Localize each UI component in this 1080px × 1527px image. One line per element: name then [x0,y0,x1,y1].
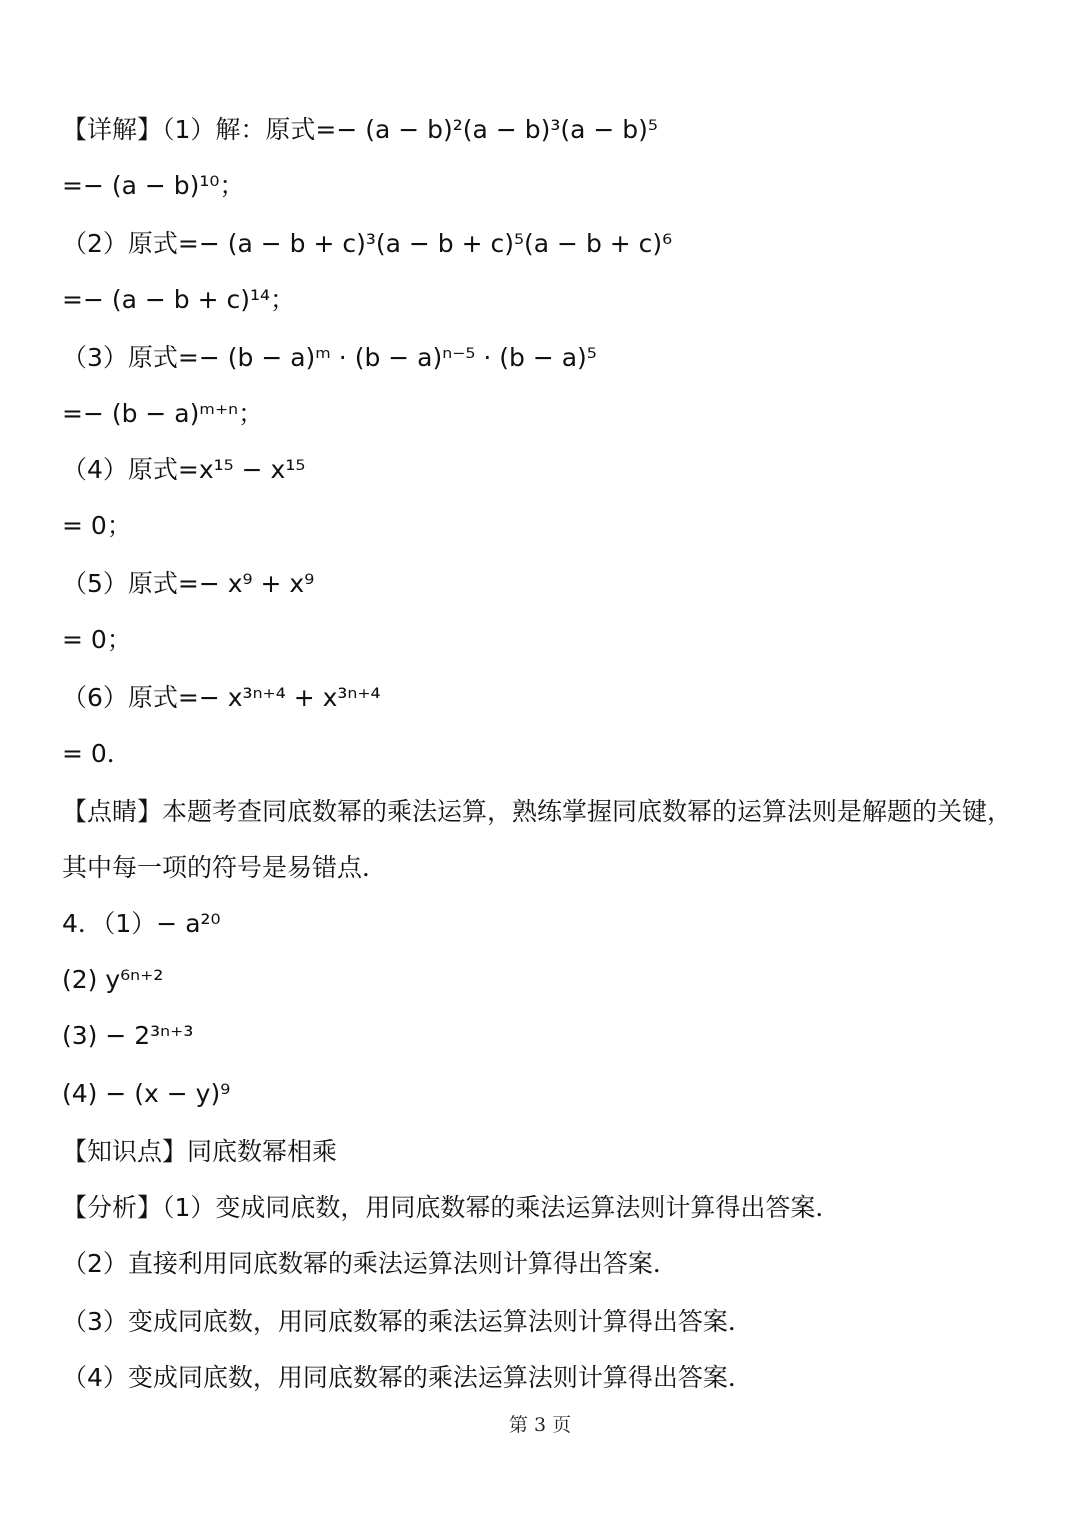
part-3-result: =− (b − a)ᵐ⁺ⁿ； [62,399,264,428]
part-6-expression: （6）原式=− x³ⁿ⁺⁴ + x³ⁿ⁺⁴ [62,683,381,712]
analysis-line-3: （3）变成同底数，用同底数幂的乘法运算法则计算得出答案． [62,1307,753,1336]
question-4-answer-2: (2) y⁶ⁿ⁺² [62,965,164,994]
question-4-answer-3: (3) − 2³ⁿ⁺³ [62,1021,194,1050]
knowledge-point: 【知识点】同底数幂相乘 [62,1137,338,1166]
question-4-answer-1: 4．（1）− a²⁰ [62,909,221,938]
analysis-line-4: （4）变成同底数，用同底数幂的乘法运算法则计算得出答案． [62,1363,753,1392]
page-number: 第 3 页 [508,1414,572,1436]
part-3-expression: （3）原式=− (b − a)ᵐ · (b − a)ⁿ⁻⁵ · (b − a)⁵ [62,343,597,372]
key-point-line-1: 【点睛】本题考查同底数幂的乘法运算，熟练掌握同底数幂的运算法则是解题的关键， [62,797,1013,826]
part-4-result: = 0； [62,511,132,540]
part-2-expression: （2）原式=− (a − b + c)³(a − b + c)⁵(a − b + c)⁶ [62,229,673,258]
question-4-answer-4: (4) − (x − y)⁹ [62,1079,231,1108]
part-5-expression: （5）原式=− x⁹ + x⁹ [62,569,315,598]
analysis-line-2: （2）直接利用同底数幂的乘法运算法则计算得出答案． [62,1249,678,1278]
detail-solution-line-2: =− (a − b)¹⁰； [62,171,245,200]
analysis-line-1: 【分析】（1）变成同底数，用同底数幂的乘法运算法则计算得出答案． [62,1193,841,1222]
part-2-result: =− (a − b + c)¹⁴； [62,285,296,314]
detail-solution-line-1: 【详解】（1）解：原式=− (a − b)²(a − b)³(a − b)⁵ [62,115,658,144]
part-6-result: = 0． [62,739,132,768]
part-5-result: = 0； [62,625,132,654]
key-point-line-2: 其中每一项的符号是易错点． [62,853,388,882]
part-4-expression: （4）原式=x¹⁵ − x¹⁵ [62,455,306,484]
